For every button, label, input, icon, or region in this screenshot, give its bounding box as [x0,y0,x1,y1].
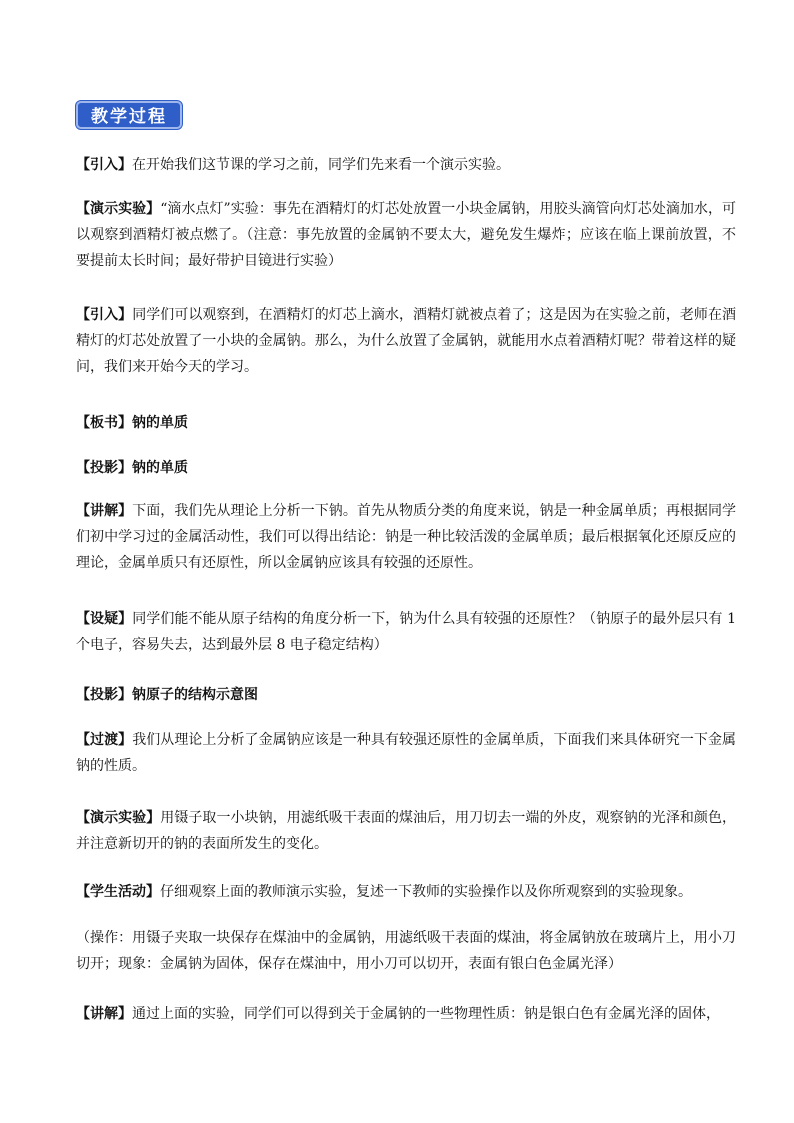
paragraph-tag: 【板书】 [76,415,132,431]
paragraph-tag: 【引入】 [76,157,132,173]
paragraph-tag: 【讲解】 [76,1006,132,1022]
section-title-badge: 教学过程 [76,101,182,129]
paragraph-demo-1 [76,196,736,274]
paragraph-text: 仔细观察上面的教师演示实验，复述一下教师的实验操作以及你所观察到的实验现象。 [160,884,692,900]
paragraph-projection-2 [76,682,736,708]
paragraph-transition [76,727,736,779]
paragraph-tag: 【引入】 [76,307,133,323]
paragraph-board-note [76,410,736,436]
paragraph-text: 在开始我们这节课的学习之前，同学们先来看一个演示实验。 [132,157,510,173]
paragraph-text: 同学们可以观察到，在酒精灯的灯芯上滴水，酒精灯就被点着了；这是因为在实验之前，老师在酒精灯的灯芯处放置了一小块的金属钠。那么，为什么放置了金属钠，就能用水点着酒精灯呢？带着这样的疑问，我们来开始今天的学习。 [76,307,737,375]
paragraph-student-activity [76,879,736,905]
paragraph-explain-1 [76,498,736,576]
paragraph-tag: 【设疑】 [76,611,133,627]
paragraph-tag: 【学生活动】 [76,884,160,900]
paragraph-tag: 【演示实验】 [76,810,161,826]
paragraph-text: 下面，我们先从理论上分析一下钠。首先从物质分类的角度来说，钠是一种金属单质；再根据同学们初中学习过的金属活动性，我们可以得出结论：钠是一种比较活泼的金属单质；最后根据氧化还原反应的理论，金属单质只有还原性，所以金属钠应该具有较强的还原性。 [76,503,737,571]
paragraph-tag: 【投影】 [76,460,132,476]
paragraph-text: 钠原子的结构示意图 [132,687,258,703]
paragraph-text: 用镊子取一小块钠，用滤纸吸干表面的煤油后，用刀切去一端的外皮，观察钠的光泽和颜色，并注意新切开的钠的表面所发生的变化。 [76,810,737,852]
paragraph-text: 通过上面的实验，同学们可以得到关于金属钠的一些物理性质：钠是银白色有金属光泽的固体， [132,1006,720,1022]
paragraph-text: “滴水点灯”实验：事先在酒精灯的灯芯处放置一小块金属钠，用胶头滴管向灯芯处滴加水，可以观察到酒精灯被点燃了。（注意：事先放置的金属钠不要太大，避免发生爆炸；应该在临上课前放置，不要提前太长时间；最好带护目镜进行实验） [76,201,737,269]
paragraph-tag: 【投影】 [76,687,132,703]
paragraph-intro-1 [76,152,736,178]
paragraph-demo-2 [76,805,736,857]
paragraph-intro-2 [76,302,736,380]
paragraph-tag: 【演示实验】 [76,201,161,217]
paragraph-tag: 【过渡】 [76,732,133,748]
paragraph-operation-note [76,925,736,977]
paragraph-text: 钠的单质 [132,460,188,476]
paragraph-text: 我们从理论上分析了金属钠应该是一种具有较强还原性的金属单质，下面我们来具体研究一下金属钠的性质。 [76,732,737,774]
paragraph-explain-2 [76,1001,736,1027]
paragraph-tag: 【讲解】 [76,503,133,519]
paragraph-text: 同学们能不能从原子结构的角度分析一下，钠为什么具有较强的还原性？（钠原子的最外层只有 1 个电子，容易失去，达到最外层 8 电子稳定结构） [76,611,737,653]
paragraph-text: 钠的单质 [132,415,188,431]
paragraph-question [76,606,736,658]
paragraph-text: （操作：用镊子夹取一块保存在煤油中的金属钠，用滤纸吸干表面的煤油，将金属钠放在玻璃片上，用小刀切开；现象：金属钠为固体，保存在煤油中，用小刀可以切开，表面有银白色金属光泽） [76,930,736,972]
paragraph-projection-1 [76,455,736,481]
